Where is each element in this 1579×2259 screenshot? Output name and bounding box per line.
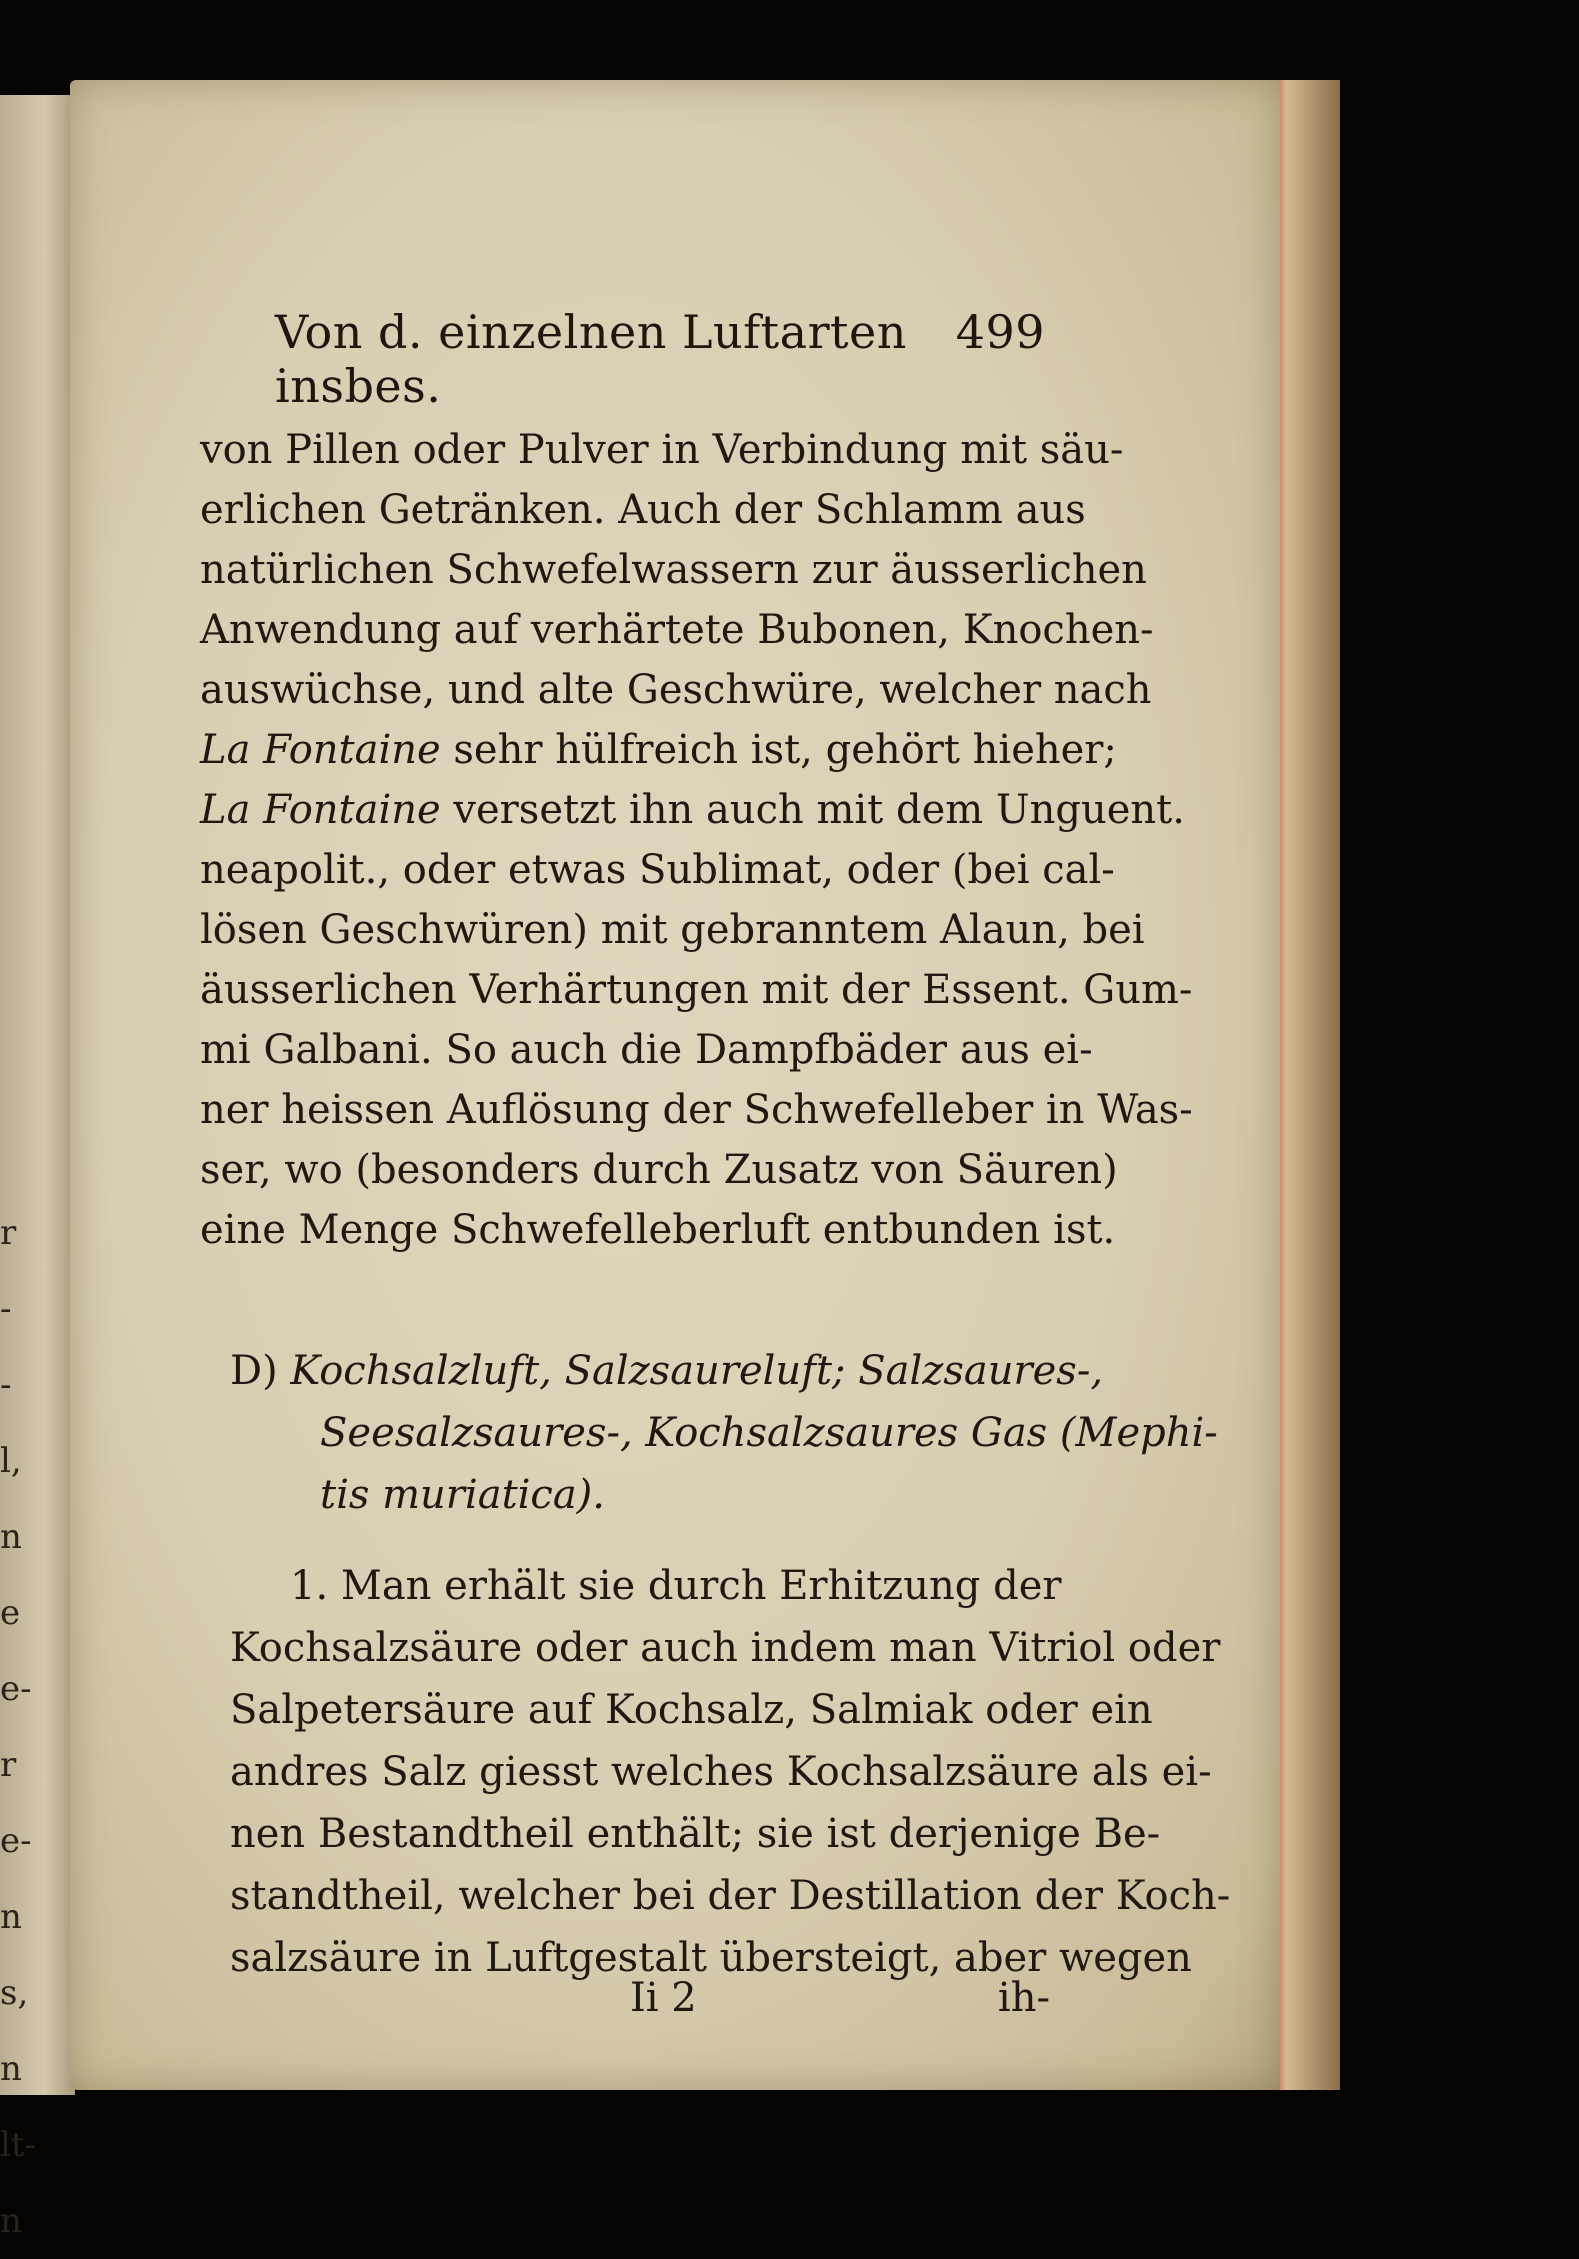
text-line: mi Galbani. So auch die Dampfbäder aus ei-: [200, 1027, 1093, 1073]
text-line: auswüchse, und alte Geschwüre, welcher nach: [200, 667, 1152, 713]
text-line: 1. Man erhält sie durch Erhitzung der: [290, 1563, 1062, 1609]
text-line: von Pillen oder Pulver in Verbindung mit säu-: [200, 427, 1124, 473]
paragraph-2: [230, 1555, 1231, 1989]
page-number: 499: [955, 305, 1045, 359]
author-name: La Fontaine: [200, 727, 441, 773]
text-line: nen Bestandtheil enthält; sie ist derjenige Be-: [230, 1811, 1161, 1857]
text-line: äusserlichen Verhärtungen mit der Essent. Gum-: [200, 967, 1193, 1013]
text-line: Anwendung auf verhärtete Bubonen, Knochen-: [200, 607, 1154, 653]
heading-line: D) Kochsalzluft, Salzsaureluft; Salzsaures-,: [230, 1348, 1104, 1394]
text-line: La Fontaine versetzt ihn auch mit dem Unguent.: [200, 787, 1185, 833]
text-line: Salpetersäure auf Kochsalz, Salmiak oder ein: [230, 1687, 1153, 1733]
section-label: D): [230, 1348, 278, 1394]
heading-line: tis muriatica).: [320, 1472, 605, 1518]
facing-page-letters: r - - l, n e e- r e- n s, n lt- n: [0, 1213, 37, 2241]
running-title: Von d. einzelnen Luftarten insbes.: [275, 305, 907, 413]
text-line: eine Menge Schwefelleberluft entbunden ist.: [200, 1207, 1116, 1253]
text-line: ser, wo (besonders durch Zusatz von Säuren): [200, 1147, 1118, 1193]
facing-page-edge: [0, 95, 75, 2241]
text-line: lösen Geschwüren) mit gebranntem Alaun, bei: [200, 907, 1145, 953]
heading-line: Seesalzsaures-, Kochsalzsaures Gas (Mephi-: [320, 1410, 1218, 1456]
paragraph-1: [200, 420, 1193, 1260]
section-heading: [230, 1340, 1218, 1526]
text-line: standtheil, welcher bei der Destillation der Koch-: [230, 1873, 1231, 1919]
text-line: natürlichen Schwefelwassern zur äusserlichen: [200, 547, 1147, 593]
text-line: ner heissen Auflösung der Schwefelleber in Was-: [200, 1087, 1193, 1133]
author-name: La Fontaine: [200, 787, 441, 833]
running-header: [275, 305, 1045, 413]
catchword: ih-: [997, 1975, 1050, 2021]
text-line: salzsäure in Luftgestalt übersteigt, aber wegen: [230, 1935, 1192, 1981]
text-line: erlichen Getränken. Auch der Schlamm aus: [200, 487, 1086, 533]
signature-mark: Ii 2: [630, 1975, 697, 2021]
text-line: neapolit., oder etwas Sublimat, oder (bei cal-: [200, 847, 1115, 893]
text-line: Kochsalzsäure oder auch indem man Vitriol oder: [230, 1625, 1221, 1671]
text-line: La Fontaine sehr hülfreich ist, gehört hieher;: [200, 727, 1117, 773]
book-page: [70, 80, 1280, 2090]
text-line: andres Salz giesst welches Kochsalzsäure als ei-: [230, 1749, 1212, 1795]
